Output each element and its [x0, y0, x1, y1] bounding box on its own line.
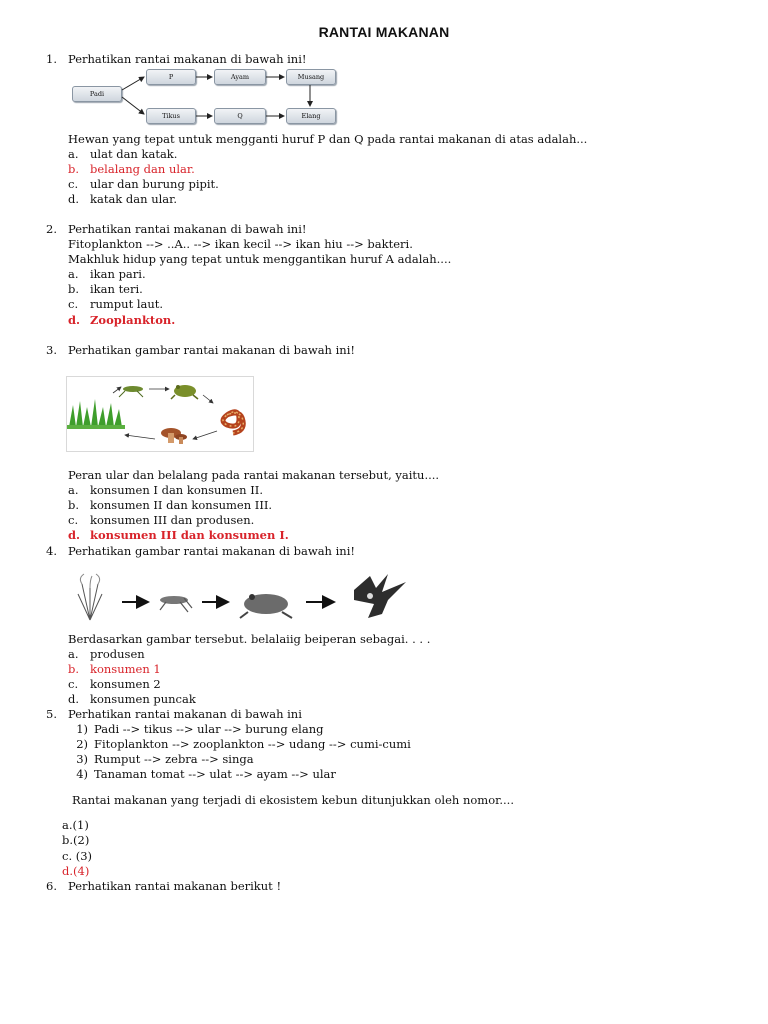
option-text: konsumen II dan konsumen III.	[90, 498, 273, 512]
option-text: Zooplankton.	[90, 313, 176, 327]
q1-option-a	[68, 147, 177, 161]
box-musang: Musang	[286, 69, 336, 85]
q2-chain: Fitoplankton --> ..A.. --> ikan kecil --> ikan hiu --> bakteri.	[68, 237, 413, 251]
q2-option-b	[68, 282, 143, 296]
option-letter: a.	[68, 647, 79, 661]
rice-plant-icon	[78, 574, 102, 620]
eagle-icon	[354, 574, 406, 618]
frog-icon	[171, 385, 198, 399]
q5-item-2	[62, 737, 411, 751]
item-number: 4)	[76, 767, 88, 781]
option-text: ikan teri.	[90, 282, 143, 296]
q3-option-c	[68, 513, 254, 527]
item-text: Rumput --> zebra --> singa	[94, 752, 254, 766]
item-number: 2)	[76, 737, 88, 751]
q5-option-b: b.(2)	[62, 833, 90, 847]
q6-number: 6.	[46, 879, 57, 893]
item-text: Padi --> tikus --> ular --> burung elang	[94, 722, 324, 736]
box-ayam: Ayam	[214, 69, 266, 85]
option-text: ular dan burung pipit.	[90, 177, 219, 191]
option-text: konsumen 2	[90, 677, 161, 691]
q5-item-4	[62, 767, 336, 781]
q3-option-a	[68, 483, 263, 497]
q4-number: 4.	[46, 544, 57, 558]
q4-question: Berdasarkan gambar tersebut. belalaiig beiperan sebagai. . . .	[68, 632, 431, 646]
page-title: RANTAI MAKANAN	[318, 24, 450, 40]
option-letter: b.	[68, 498, 80, 512]
q5-text: Perhatikan rantai makanan di bawah ini	[68, 707, 302, 721]
q2-option-a	[68, 267, 146, 281]
q3-question: Peran ular dan belalang pada rantai makanan tersebut, yaitu....	[68, 468, 440, 482]
option-letter: b.	[68, 162, 80, 176]
q3-option-d-answer	[68, 528, 289, 542]
grasshopper-icon	[160, 596, 192, 612]
q1-number: 1.	[46, 52, 57, 66]
q4-option-a	[68, 647, 145, 661]
q3-food-chain-image	[66, 376, 254, 452]
option-text: belalang dan ular.	[90, 162, 195, 176]
option-text: konsumen I dan konsumen II.	[90, 483, 263, 497]
box-q: Q	[214, 108, 266, 124]
q1-question: Hewan yang tepat untuk mengganti huruf P dan Q pada rantai makanan di atas adalah...	[68, 132, 588, 146]
option-letter: c.	[68, 513, 79, 527]
option-letter: c.	[68, 177, 79, 191]
q6-text: Perhatikan rantai makanan berikut !	[68, 879, 282, 893]
q5-item-3	[62, 752, 254, 766]
q1-option-c	[68, 177, 219, 191]
mushroom-icon	[161, 428, 187, 444]
option-text: produsen	[90, 647, 145, 661]
option-text: konsumen III dan produsen.	[90, 513, 255, 527]
option-letter: c.	[68, 677, 79, 691]
q5-question: Rantai makanan yang terjadi di ekosistem kebun ditunjukkan oleh nomor....	[72, 793, 514, 807]
option-letter: c.	[68, 297, 79, 311]
q4-option-c	[68, 677, 161, 691]
q3-option-b	[68, 498, 272, 512]
q5-option-d-answer: d.(4)	[62, 864, 90, 878]
option-text: katak dan ular.	[90, 192, 178, 206]
frog-icon	[240, 594, 292, 618]
item-text: Fitoplankton --> zooplankton --> udang --> cumi-cumi	[94, 737, 411, 751]
q3-text: Perhatikan gambar rantai makanan di bawah ini!	[68, 343, 356, 357]
option-text: rumput laut.	[90, 297, 164, 311]
q2-option-d-answer	[68, 313, 175, 327]
snake-icon	[223, 412, 243, 433]
box-tikus: Tikus	[146, 108, 196, 124]
q1-option-b-answer	[68, 162, 195, 176]
option-letter: d.	[68, 313, 81, 327]
q2-number: 2.	[46, 222, 57, 236]
q1-arrows	[0, 0, 768, 140]
box-elang: Elang	[286, 108, 336, 124]
item-text: Tanaman tomat --> ulat --> ayam --> ular	[94, 767, 336, 781]
q5-number: 5.	[46, 707, 57, 721]
q2-text: Perhatikan rantai makanan di bawah ini!	[68, 222, 307, 236]
option-letter: a.	[68, 483, 79, 497]
q3-illustration	[67, 377, 253, 451]
option-text: konsumen 1	[90, 662, 161, 676]
q4-food-chain-image	[70, 570, 430, 626]
item-number: 3)	[76, 752, 88, 766]
option-letter: b.	[68, 282, 80, 296]
option-text: ikan pari.	[90, 267, 146, 281]
q3-number: 3.	[46, 343, 57, 357]
box-p: P	[146, 69, 196, 85]
q1-option-d	[68, 192, 177, 206]
q4-option-d	[68, 692, 196, 706]
option-letter: a.	[68, 147, 79, 161]
option-letter: d.	[68, 692, 80, 706]
q4-option-b-answer	[68, 662, 161, 676]
option-letter: d.	[68, 528, 81, 542]
option-letter: b.	[68, 662, 80, 676]
option-text: ulat dan katak.	[90, 147, 178, 161]
q2-question: Makhluk hidup yang tepat untuk menggantikan huruf A adalah....	[68, 252, 452, 266]
option-letter: a.	[68, 267, 79, 281]
q4-text: Perhatikan gambar rantai makanan di bawah ini!	[68, 544, 356, 558]
q5-option-a: a.(1)	[62, 818, 89, 832]
grasshopper-icon	[119, 386, 143, 397]
item-number: 1)	[76, 722, 88, 736]
q1-text: Perhatikan rantai makanan di bawah ini!	[68, 52, 307, 66]
option-text: konsumen puncak	[90, 692, 196, 706]
q5-item-1	[62, 722, 324, 736]
option-letter: d.	[68, 192, 80, 206]
grass-icon	[67, 399, 125, 429]
option-text: konsumen III dan konsumen I.	[90, 528, 289, 542]
q5-option-c: c. (3)	[62, 849, 93, 863]
q2-option-c	[68, 297, 163, 311]
box-padi: Padi	[72, 86, 122, 102]
